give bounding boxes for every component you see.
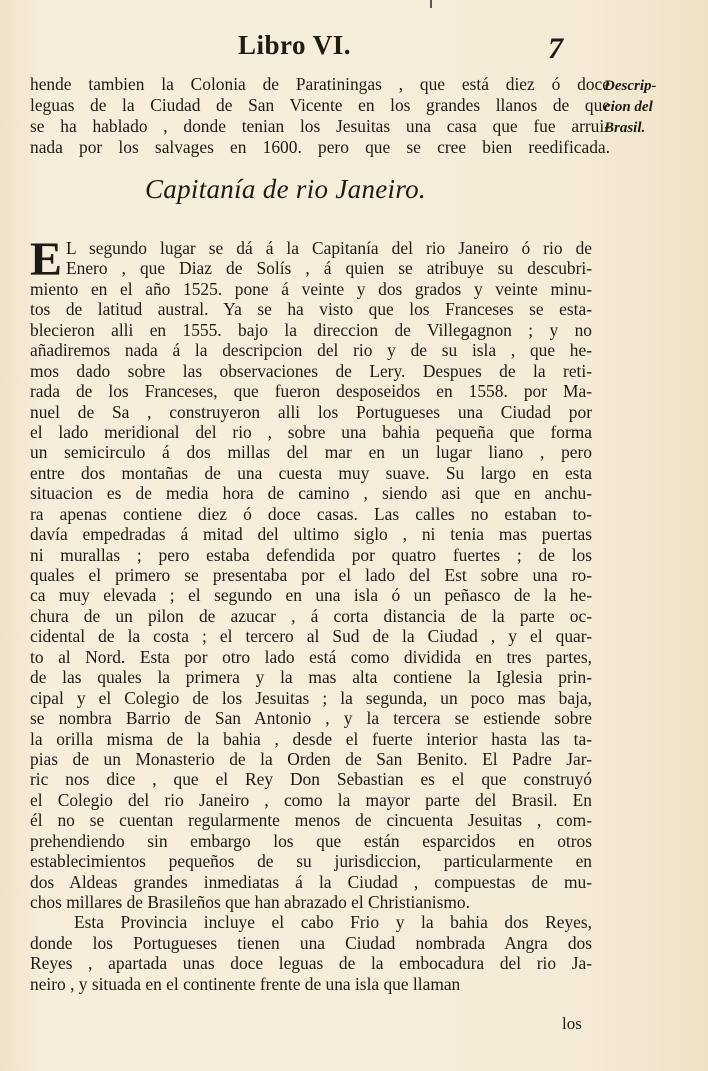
text-line: establecimientos pequeños de su jurisdiccion, particularmente en	[30, 851, 592, 872]
text-line: blecieron alli en 1555. bajo la direccion de Villegagnon ; y no	[30, 319, 592, 340]
text-line: entre dos montañas de una cuesta muy suave. Su largo en esta	[30, 462, 592, 483]
text-line: ric nos dice , que el Rey Don Sebastian es el que construyó	[30, 769, 592, 790]
page-number: 7	[548, 32, 563, 65]
text-line: ra apenas contiene diez ó doce casas. Las calles no estaban to-	[30, 503, 592, 524]
text-line: Reyes , apartada unas doce leguas de la embocadura del rio Ja-	[30, 953, 592, 974]
text-line: cidental de la costa ; el tercero al Sud de la Ciudad , y el quar-	[30, 626, 592, 647]
running-title: Libro VI.	[238, 30, 352, 60]
page-header	[0, 30, 708, 70]
text-line: L segundo lugar se dá á la Capitanía del rio Janeiro ó rio de	[66, 238, 592, 258]
text-line: se nombra Barrio de San Antonio , y la tercera se estiende sobre	[30, 708, 592, 729]
text-line: pias de un Monasterio de la Orden de San Benito. El Padre Jar-	[30, 748, 592, 769]
text-line: ca muy elevada ; el segundo en una isla ó un peñasco de la he-	[30, 585, 592, 606]
marginal-note-line: Descrip-	[604, 78, 657, 94]
text-line: situacion es de media hora de camino , siendo asi que en anchu-	[30, 483, 592, 504]
drop-cap: E	[30, 233, 63, 286]
text-line: cipal y el Colegio de los Jesuitas ; la segunda, un poco mas baja,	[30, 687, 592, 708]
continued-paragraph	[30, 74, 610, 158]
text-line: él no se cuentan regularmente menos de cincuenta Jesuitas , com-	[30, 810, 592, 831]
text-line: mos dado sobre las observaciones de Lery. Despues de la reti-	[30, 360, 592, 381]
text-line: dos Aldeas grandes inmediatas á la Ciudad , compuestas de mu-	[30, 871, 592, 892]
ink-mark	[430, 0, 432, 8]
text-line: la orilla misma de la bahia , desde el fuerte interior hasta las ta-	[30, 728, 592, 749]
text-line: neiro , y situada en el continente frente de una isla que llaman	[30, 973, 461, 994]
text-line: Esta Provincia incluye el cabo Frio y la bahia dos Reyes,	[74, 912, 592, 933]
text-line: quales el primero se presentaba por el lado del Est sobre una ro-	[30, 565, 592, 585]
text-line: ni murallas ; pero estaba defendida por quatro fuertes ; de los	[30, 544, 592, 565]
text-line: rada de los Franceses, que fueron desposeidos en 1558. por Ma-	[30, 381, 592, 402]
text-line: davía empedradas á mitad del ultimo siglo , ni tenia mas puertas	[30, 524, 592, 545]
text-line: donde los Portugueses tienen una Ciudad nombrada Angra dos	[30, 932, 592, 953]
text-line: tos de latitud austral. Ya se ha visto que los Franceses se esta-	[30, 299, 592, 320]
text-line: añadiremos nada á la descripcion del rio y de su isla , que he-	[30, 340, 592, 361]
text-line: prehendiendo sin embargo los que están esparcidos en otros	[30, 830, 592, 851]
catchword: los	[562, 1014, 582, 1033]
text-line: Enero , que Diaz de Solís , á quien se atribuye su descubri-	[66, 258, 592, 279]
marginal-note	[604, 76, 704, 139]
main-paragraph	[30, 233, 592, 994]
text-line: se ha hablado , donde tenian los Jesuitas una casa que fue arrui-	[30, 116, 610, 136]
text-line: nada por los salvages en 1600. pero que se cree bien reedificada.	[30, 137, 610, 157]
text-line: nuel de Sa , construyeron alli los Portugueses una Ciudad por	[30, 401, 592, 422]
text-line: chos millares de Brasileños que han abrazado el Christianismo.	[30, 892, 470, 912]
text-line: el lado meridional del rio , sobre una bahia pequeña que forma	[30, 421, 592, 442]
text-line: to al Nord. Esta por otro lado está como dividida en tres partes,	[30, 646, 592, 667]
text-line: miento en el año 1525. pone á veinte y dos grados y veinte minu-	[30, 278, 592, 299]
text-line: leguas de la Ciudad de San Vicente en los grandes llanos de que	[30, 95, 610, 115]
text-line: el Colegio del rio Janeiro , como la mayor parte del Brasil. En	[30, 789, 592, 810]
text-line: chura de un pilon de azucar , á corta distancia de la parte oc-	[30, 605, 592, 626]
marginal-note-line: Brasil.	[604, 120, 646, 136]
text-line: un semicirculo á dos millas del mar en un lugar liano , pero	[30, 442, 592, 463]
section-heading: Capitanía de rio Janeiro.	[145, 174, 426, 204]
marginal-note-line: cion del	[604, 99, 653, 115]
text-line: hende tambien la Colonia de Paratiningas , que está diez ó doce	[30, 74, 610, 94]
text-line: de las quales la primera y la mas alta contiene la Iglesia prin-	[30, 667, 592, 688]
